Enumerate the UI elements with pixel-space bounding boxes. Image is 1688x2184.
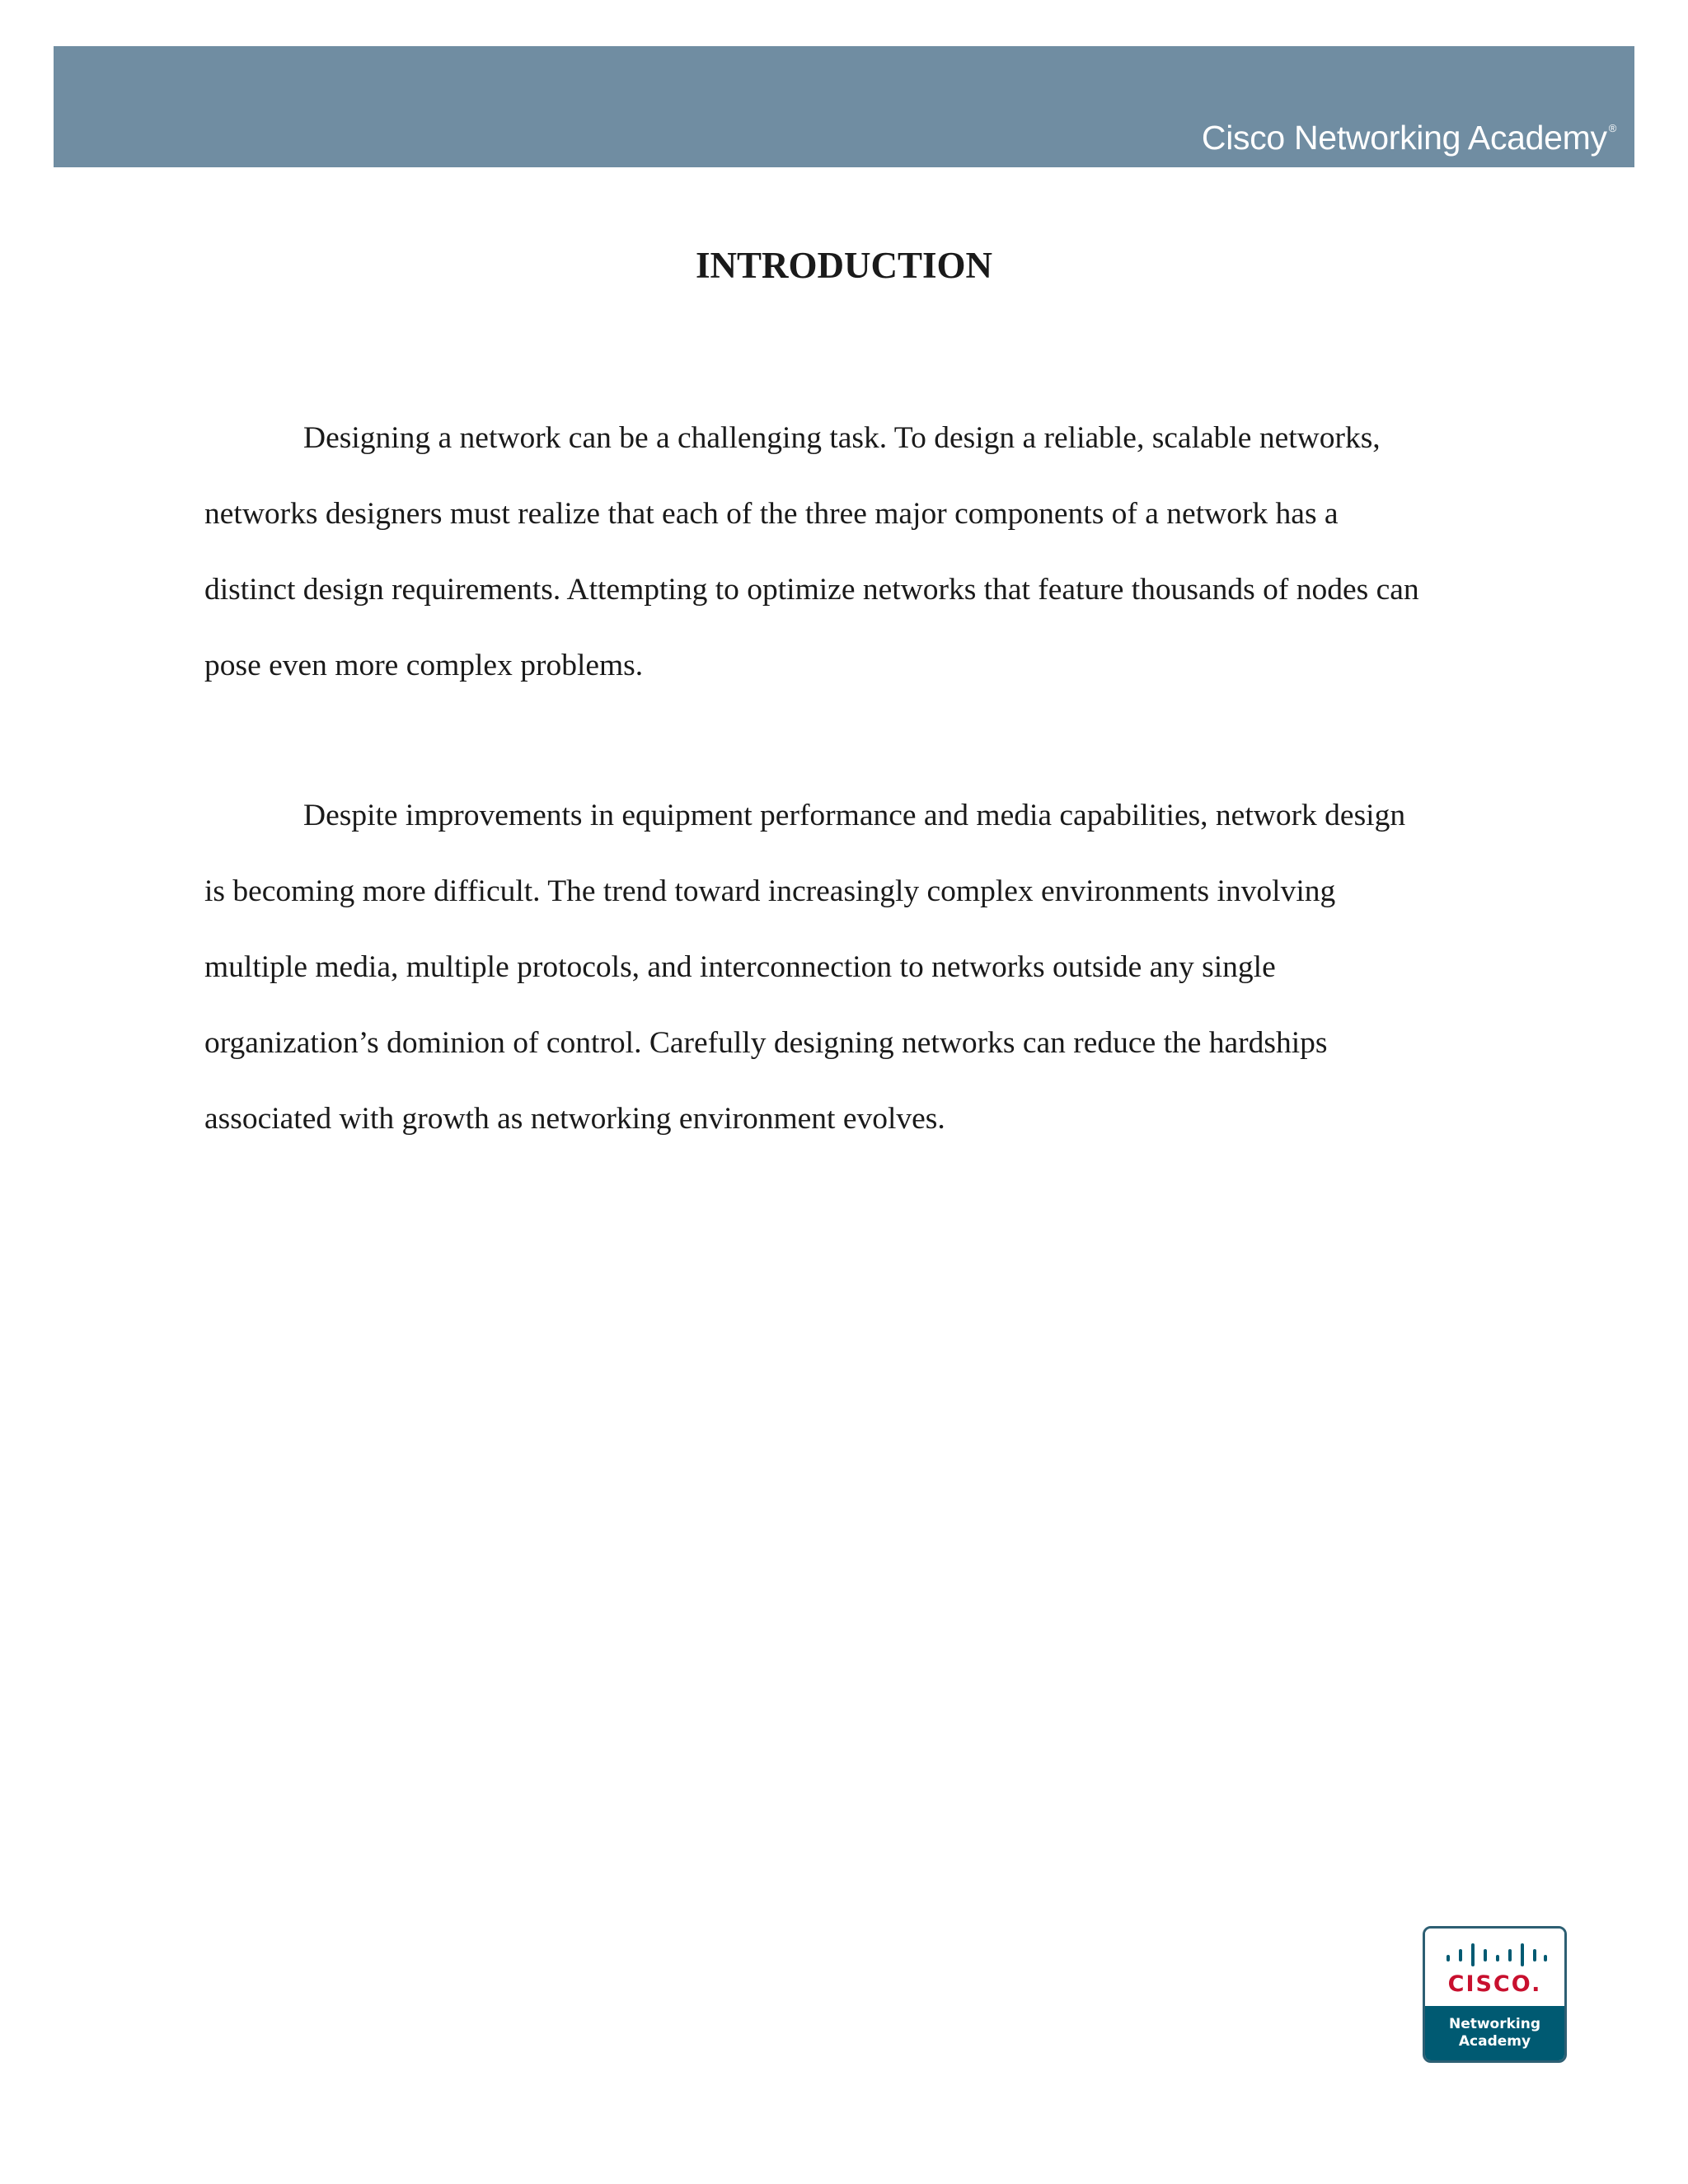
paragraph-2 [204,778,1523,1157]
logo-wordmark [1425,1973,1564,1995]
page-title: INTRODUCTION [695,245,993,286]
paragraph-1 [204,401,1523,704]
logo-wordmark-text: CISCO [1447,1971,1532,1997]
cisco-academy-logo [1423,1926,1567,2063]
header-brand-text: Cisco Networking Academy [1201,119,1607,157]
logo-line-academy: Academy [1458,2033,1531,2050]
registered-mark: ® [1608,122,1616,134]
header-brand [1202,119,1616,157]
logo-top [1425,1929,1564,2006]
paragraph-line: is becoming more difficult. The trend toward increasingly complex environments involving [204,874,1336,908]
logo-band [1425,2006,1564,2063]
paragraph-line: organization’s dominion of control. Carefully designing networks can reduce the hardships [204,1026,1328,1060]
logo-line-networking: Networking [1448,2016,1541,2032]
paragraph-line: Designing a network can be a challenging task. To design a reliable, scalable networks, [303,421,1381,455]
paragraph-line: pose even more complex problems. [204,649,644,682]
paragraph-line: distinct design requirements. Attempting to optimize networks that feature thousands of nodes can [204,573,1419,607]
paragraph-line: multiple media, multiple protocols, and interconnection to networks outside any single [204,950,1276,984]
paragraph-line: associated with growth as networking environment evolves. [204,1102,945,1136]
logo-tm: . [1531,1971,1542,1997]
cisco-bars-icon [1445,1942,1547,1966]
paragraph-line: networks designers must realize that each of the three major components of a network has a [204,497,1339,531]
header-bar [54,46,1634,167]
paragraph-line: Despite improvements in equipment performance and media capabilities, network design [303,799,1406,832]
